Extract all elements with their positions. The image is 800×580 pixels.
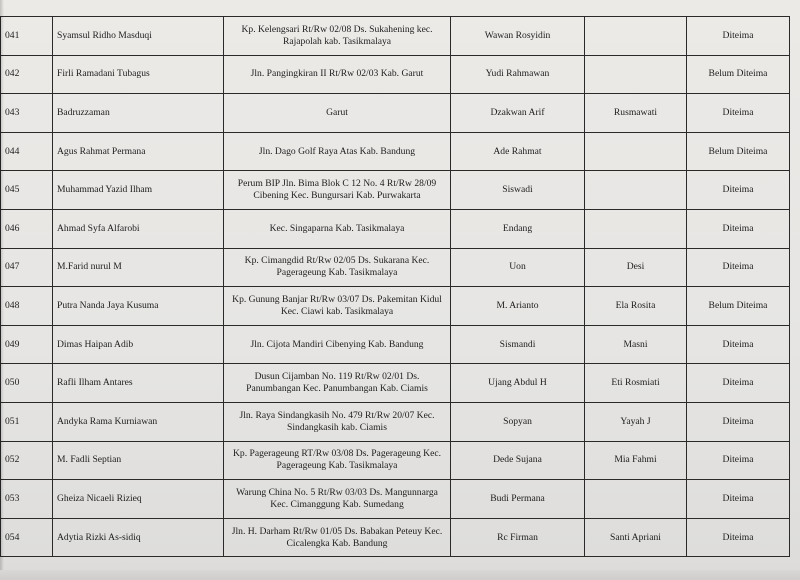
roster-table-body xyxy=(1,17,790,557)
mother-name-cell: Masni xyxy=(585,325,687,364)
address-line: Pagerageung Kab. Tasikmalaya xyxy=(276,460,398,472)
father-name-cell: Rc Firman xyxy=(451,518,585,557)
status-cell: Diteima xyxy=(687,17,790,56)
row-number-cell: 045 xyxy=(1,171,53,210)
status-cell: Diteima xyxy=(687,518,790,557)
status-cell: Diteima xyxy=(687,209,790,248)
status-cell: Diteima xyxy=(687,94,790,133)
address-line: Kp. Gunung Banjar Rt/Rw 03/07 Ds. Pakemitan Kidul xyxy=(232,293,442,305)
address-cell xyxy=(224,248,451,287)
table-row xyxy=(1,248,790,287)
address-cell xyxy=(224,132,451,171)
father-name-cell: Dede Sujana xyxy=(451,441,585,480)
mother-name-cell xyxy=(585,209,687,248)
row-number-cell: 053 xyxy=(1,480,53,519)
father-name-cell: Sopyan xyxy=(451,402,585,441)
status-cell: Diteima xyxy=(687,248,790,287)
table-row xyxy=(1,287,790,326)
father-name-cell: Yudi Rahmawan xyxy=(451,55,585,94)
address-cell xyxy=(224,402,451,441)
mother-name-cell: Mia Fahmi xyxy=(585,441,687,480)
father-name-cell: Endang xyxy=(451,209,585,248)
table-row xyxy=(1,171,790,210)
address-line: Jln. Cijota Mandiri Cibenying Kab. Bandung xyxy=(250,338,424,350)
mother-name-cell xyxy=(585,132,687,171)
father-name-cell: Wawan Rosyidin xyxy=(451,17,585,56)
father-name-cell: Ujang Abdul H xyxy=(451,364,585,403)
address-line: Jln. Pangingkiran II Rt/Rw 02/03 Kab. Garut xyxy=(250,68,424,80)
table-row xyxy=(1,441,790,480)
address-cell xyxy=(224,94,451,133)
table-row xyxy=(1,518,790,557)
address-line: Kp. Pagerageung RT/Rw 03/08 Ds. Pagerageung Kec. xyxy=(232,448,442,460)
mother-name-cell: Yayah J xyxy=(585,402,687,441)
student-name-cell: Muhammad Yazid Ilham xyxy=(53,171,224,210)
mother-name-cell: Ela Rosita xyxy=(585,287,687,326)
address-cell xyxy=(224,518,451,557)
table-row xyxy=(1,55,790,94)
row-number-cell: 048 xyxy=(1,287,53,326)
table-row xyxy=(1,480,790,519)
table-row xyxy=(1,209,790,248)
student-name-cell: Putra Nanda Jaya Kusuma xyxy=(53,287,224,326)
row-number-cell: 052 xyxy=(1,441,53,480)
address-line: Jln. H. Darham Rt/Rw 01/05 Ds. Babakan Peteuy Kec. xyxy=(231,525,443,537)
student-name-cell: Ahmad Syfa Alfarobi xyxy=(53,209,224,248)
father-name-cell: Budi Permana xyxy=(451,480,585,519)
table-row xyxy=(1,17,790,56)
mother-name-cell xyxy=(585,171,687,210)
row-number-cell: 049 xyxy=(1,325,53,364)
address-line: Rajapolah kab. Tasikmalaya xyxy=(282,35,392,47)
student-name-cell: Dimas Haipan Adib xyxy=(53,325,224,364)
father-name-cell: Sismandi xyxy=(451,325,585,364)
address-line: Garut xyxy=(326,106,348,118)
status-cell: Belum Diteima xyxy=(687,55,790,94)
address-line: Perum BIP Jln. Bima Blok C 12 No. 4 Rt/Rw 28/09 xyxy=(237,178,437,190)
status-cell: Belum Diteima xyxy=(687,287,790,326)
address-line: Jln. Dago Golf Raya Atas Kab. Bandung xyxy=(258,145,416,157)
father-name-cell: M. Arianto xyxy=(451,287,585,326)
row-number-cell: 047 xyxy=(1,248,53,287)
address-cell xyxy=(224,209,451,248)
address-line: Kec. Ciawi kab. Tasikmalaya xyxy=(280,305,394,317)
status-cell: Diteima xyxy=(687,402,790,441)
student-name-cell: Gheiza Nicaeli Rizieq xyxy=(53,480,224,519)
page-bottom-edge xyxy=(0,570,800,580)
row-number-cell: 046 xyxy=(1,209,53,248)
row-number-cell: 041 xyxy=(1,17,53,56)
table-row xyxy=(1,402,790,441)
address-line: Sindangkasih kab. Ciamis xyxy=(287,421,387,433)
father-name-cell: Uon xyxy=(451,248,585,287)
address-cell xyxy=(224,17,451,56)
mother-name-cell xyxy=(585,55,687,94)
status-cell: Diteima xyxy=(687,480,790,519)
student-roster-table xyxy=(0,16,790,557)
status-cell: Diteima xyxy=(687,171,790,210)
status-cell: Diteima xyxy=(687,325,790,364)
status-cell: Diteima xyxy=(687,364,790,403)
row-number-cell: 043 xyxy=(1,94,53,133)
student-name-cell: Syamsul Ridho Masduqi xyxy=(53,17,224,56)
student-name-cell: Rafli Ilham Antares xyxy=(53,364,224,403)
student-name-cell: Adytia Rizki As-sidiq xyxy=(53,518,224,557)
father-name-cell: Ade Rahmat xyxy=(451,132,585,171)
address-line: Panumbangan Kec. Panumbangan Kab. Ciamis xyxy=(246,383,428,395)
student-name-cell: Andyka Rama Kurniawan xyxy=(53,402,224,441)
address-cell xyxy=(224,55,451,94)
row-number-cell: 050 xyxy=(1,364,53,403)
mother-name-cell xyxy=(585,17,687,56)
student-name-cell: M. Fadli Septian xyxy=(53,441,224,480)
father-name-cell: Dzakwan Arif xyxy=(451,94,585,133)
address-line: Kec. Singaparna Kab. Tasikmalaya xyxy=(269,222,405,234)
address-line: Kec. Cimanggung Kab. Sumedang xyxy=(270,498,404,510)
student-name-cell: Firli Ramadani Tubagus xyxy=(53,55,224,94)
mother-name-cell: Rusmawati xyxy=(585,94,687,133)
address-line: Cicalengka Kab. Bandung xyxy=(286,537,388,549)
address-cell xyxy=(224,441,451,480)
address-line: Warung China No. 5 Rt/Rw 03/03 Ds. Mangunnarga xyxy=(236,486,438,498)
mother-name-cell: Eti Rosmiati xyxy=(585,364,687,403)
address-line: Pagerageung Kab. Tasikmalaya xyxy=(276,267,398,279)
status-cell: Belum Diteima xyxy=(687,132,790,171)
table-row xyxy=(1,94,790,133)
table-row xyxy=(1,364,790,403)
row-number-cell: 042 xyxy=(1,55,53,94)
address-cell xyxy=(224,364,451,403)
mother-name-cell: Santi Apriani xyxy=(585,518,687,557)
table-row xyxy=(1,325,790,364)
student-name-cell: M.Farid nurul M xyxy=(53,248,224,287)
address-cell xyxy=(224,287,451,326)
address-line: Dusun Cijamban No. 119 Rt/Rw 02/01 Ds. xyxy=(254,371,420,383)
table-row xyxy=(1,132,790,171)
address-cell xyxy=(224,480,451,519)
row-number-cell: 044 xyxy=(1,132,53,171)
address-line: Kp. Kelengsari Rt/Rw 02/08 Ds. Sukahening kec. xyxy=(241,23,433,35)
student-name-cell: Badruzzaman xyxy=(53,94,224,133)
status-cell: Diteima xyxy=(687,441,790,480)
row-number-cell: 054 xyxy=(1,518,53,557)
address-cell xyxy=(224,171,451,210)
father-name-cell: Siswadi xyxy=(451,171,585,210)
student-name-cell: Agus Rahmat Permana xyxy=(53,132,224,171)
address-line: Cibening Kec. Bungursari Kab. Purwakarta xyxy=(253,190,421,202)
row-number-cell: 051 xyxy=(1,402,53,441)
mother-name-cell: Desi xyxy=(585,248,687,287)
address-cell xyxy=(224,325,451,364)
address-line: Jln. Raya Sindangkasih No. 479 Rt/Rw 20/07 Kec. xyxy=(239,409,435,421)
mother-name-cell xyxy=(585,480,687,519)
address-line: Kp. Cimangdid Rt/Rw 02/05 Ds. Sukarana Kec. xyxy=(244,255,430,267)
